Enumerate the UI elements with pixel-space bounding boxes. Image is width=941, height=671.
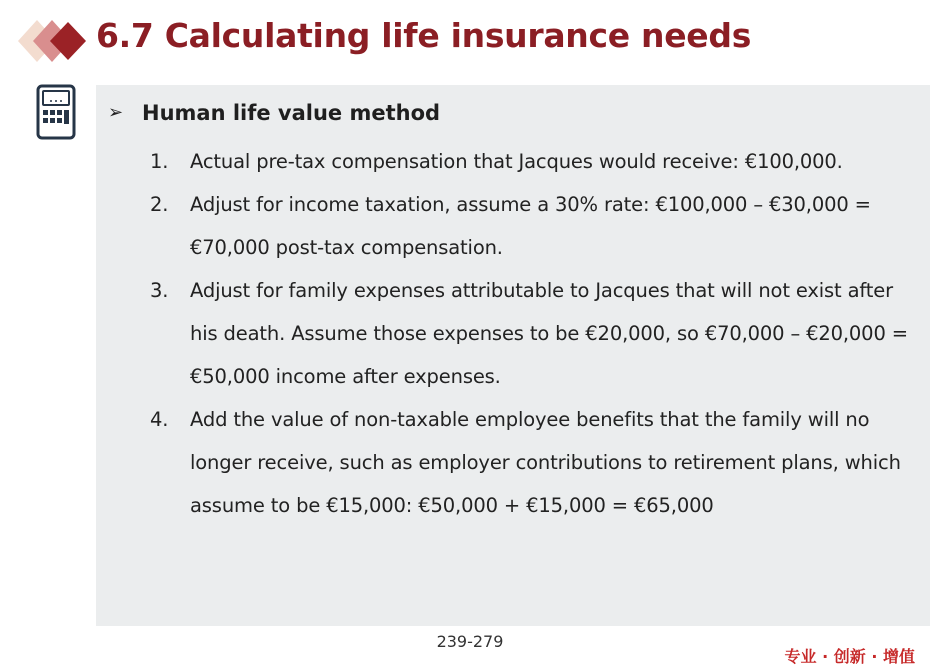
step-number: 1. — [150, 150, 169, 173]
step-text: Add the value of non-taxable employee benefits that the family will no longer receive, such as employer contributions to retirement plans, which assume to be €15,000: €50,000 + €15,000 = €65,000 — [190, 408, 901, 517]
step-number: 2. — [150, 193, 169, 216]
diamonds-icon — [18, 20, 88, 62]
section-heading: Human life value method — [142, 101, 441, 125]
step-item — [150, 269, 922, 398]
step-item — [150, 183, 922, 269]
page-number: 239-279 — [436, 632, 504, 651]
footer-slogan: 专业 · 创新 · 增值 — [784, 647, 915, 666]
page-title: 6.7 Calculating life insurance needs — [96, 16, 752, 55]
step-item — [150, 398, 922, 527]
steps-list — [150, 140, 922, 527]
step-text: Adjust for family expenses attributable to Jacques that will not exist after his death. Assume those expenses to be €20,000, so €70,000 – €20,000 = €50,000 income after expenses. — [190, 279, 908, 388]
step-number: 4. — [150, 408, 169, 431]
step-text: Actual pre-tax compensation that Jacques would receive: €100,000. — [190, 150, 843, 173]
calculator-icon — [36, 84, 76, 140]
step-item — [150, 140, 922, 183]
step-number: 3. — [150, 279, 169, 302]
bullet-arrow-icon: ➢ — [108, 102, 124, 123]
step-text: Adjust for income taxation, assume a 30% rate: €100,000 – €30,000 = €70,000 post-tax compensation. — [190, 193, 871, 259]
